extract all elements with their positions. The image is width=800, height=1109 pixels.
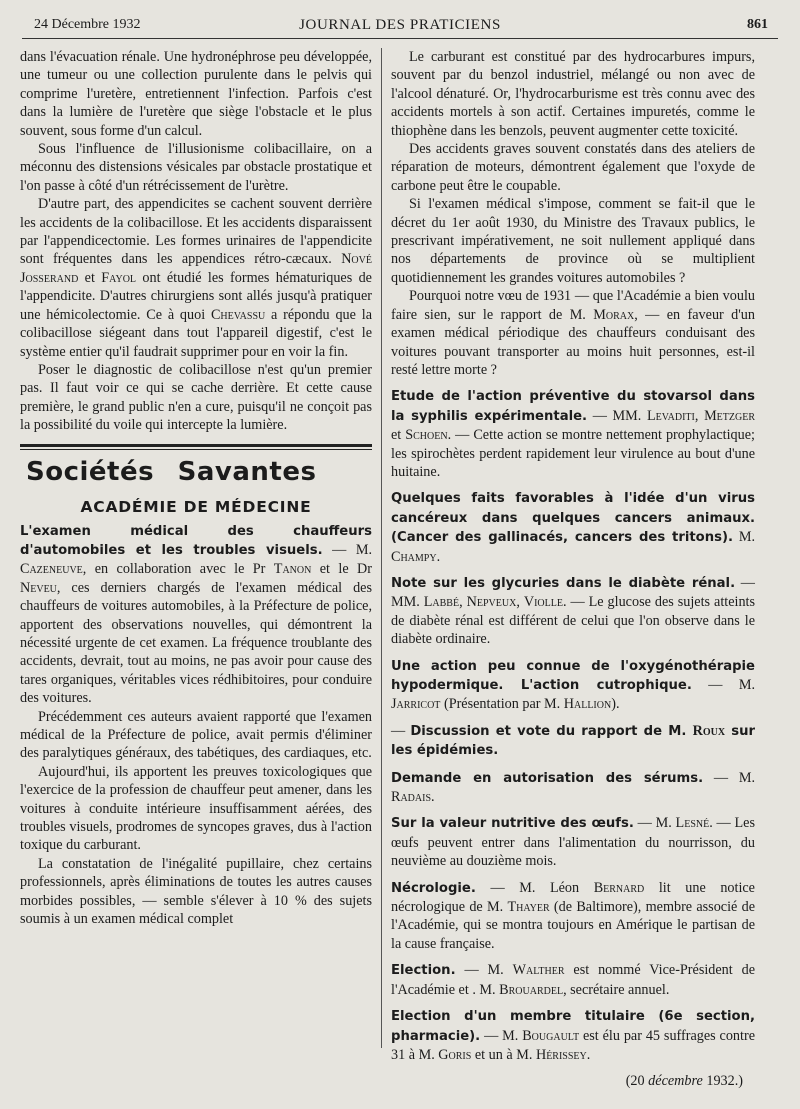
academy-entry: Election d'un membre titulaire (6e section, pharmacie). — M. Bougault est élu par 45 suffrages contre 31 à M. Goris et un à M. Hérissey.: [391, 1009, 755, 1063]
author-name: Thayer: [507, 899, 550, 916]
author-name: Fayol: [101, 269, 137, 286]
paragraph: Sous l'influence de l'illusionisme colibacillaire, on a méconnu des distensions vésicales par obstacle prostatique et l'on passe à côté d'un rétrécissement de l'urètre.: [20, 141, 372, 194]
academy-entry: Demande en autorisation des sérums. — M. Radais.: [391, 769, 755, 806]
author-name: Labbé: [423, 594, 460, 611]
section-rule: [20, 444, 372, 447]
author-name: Nepveux: [466, 594, 517, 611]
entry-title: sur les épidémies.: [391, 723, 755, 759]
author-name: Brouardel: [499, 981, 564, 998]
author-name: Champy: [391, 548, 437, 565]
paragraph: D'autre part, des appendicites se cachent souvent derrière les accidents de la colibacillose. Et les accidents disparaissent par l'appendicectomie. Les formes urinaires de l'appendicite sont fréquentes dans les appendices rétro-cæcaux. Nové Josserand et Fayol ont étudié les formes hématuriques de l'appendicite. D'autres chirurgiens sont allés jusqu'à pratiquer une hémicolectomie. Ce à quoi Chevassu a répondu que la colibacillose siégeant dans tout l'appareil digestif, c'est le système entier qu'il faudrait supprimer pour en voir la fin.: [20, 196, 372, 360]
entry-title: Nécrologie.: [391, 880, 476, 896]
session-date: (20 décembre 1932.): [625, 1073, 743, 1090]
author-name: Goris: [438, 1046, 472, 1063]
right-column: [391, 48, 755, 1091]
paragraph: Précédemment ces auteurs avaient rapporté que l'examen médical de la Préfecture de police, avait permis d'éliminer des paralytiques généraux, des tabétiques, des cardiaques, etc.: [20, 708, 372, 762]
entry-title: Etude de l'action préventive du stovarsol dans la syphilis expérimentale.: [391, 389, 755, 424]
author-name: Morax: [593, 306, 635, 323]
paragraph: dans l'évacuation rénale. Une hydronéphrose peu développée, une tumeur ou une collection purulente dans le pelvis qui comprime l'uretère, entretiennent l'infection. Parfois c'est dans la lumière de l'uretère que siège l'obstacle et le plus souvent, sous forme d'un calcul.: [20, 49, 372, 139]
academy-entry: Quelques faits favorables à l'idée d'un virus cancéreux dans quelques cancers animaux. (Cancer des gallinacés, cancers des tritons). M. Champy.: [391, 491, 755, 565]
academy-entry: Nécrologie. — M. Léon Bernard lit une notice nécrologique de M. Thayer (de Baltimore), membre associé de l'Académie, qui se montra toujours en Amérique le partisan de la cause française.: [391, 879, 755, 952]
author-name: Nové Josserand: [20, 251, 372, 286]
author-name: Walther: [512, 962, 565, 979]
column-divider: [381, 48, 382, 1048]
academy-entry: Etude de l'action préventive du stovarsol dans la syphilis expérimentale. — MM. Levaditi, Metzger et Schoen. — Cette action se montre nettement prophylactique; les spirochètes perdent rapidement leur virulence au bout d'une huitaine.: [391, 389, 756, 480]
entry-title: Election d'un membre titulaire (6e section, pharmacie).: [391, 1009, 755, 1044]
section-rule-thin: [20, 449, 372, 450]
author-name: Bougault: [522, 1027, 580, 1044]
academy-entry: Sur la valeur nutritive des œufs. — M. Lesné. — Les œufs peuvent entrer dans l'alimentation du nourrisson, du neuvième au douzième mois.: [391, 815, 755, 870]
author-name: Jarricot: [391, 696, 441, 713]
author-name: Roux: [692, 722, 726, 739]
academy-entry: Une action peu connue de l'oxygénothérapie hypodermique. L'action cutrophique. — M. Jarricot (Présentation par M. Hallion).: [391, 658, 755, 713]
paragraph: Si l'examen médical s'impose, comment se fait-il que le décret du 1er août 1930, du Ministre des Travaux publics, le prescrivant impérativement, ne soit nullement appliqué dans nos départements de province où se multiplient quotidiennement les grandes voitures automobiles ?: [391, 196, 755, 286]
author-name: Lesné: [675, 815, 710, 832]
left-column: [20, 48, 372, 928]
academy-entry: Note sur les glycuries dans le diabète rénal. — MM. Labbé, Nepveux, Violle. — Le glucose des sujets atteints de diabète rénal est différent de celui que l'on observe dans le diabète ordinaire.: [391, 574, 755, 648]
article: L'examen médical des chauffeurs d'automobiles et les troubles visuels. — M. Cazeneuve, en collaboration avec le Pr Tanon et le Dr Neveu, ces derniers chargés de l'examen médical des chauffeurs de voitures automobiles, à la Préfecture de police, apportent des observations nouvelles, qui démontrent la nécessité urgente de cet examen. La fréquence troublante des accidents, devrait, tout au moins, ne pas avoir pour cause des tares organiques, véritables vices rédhibitoires, pour conduire des voitures.: [20, 523, 372, 707]
entry-title: Discussion et vote du rapport de M.: [410, 723, 693, 739]
paragraph: La constatation de l'inégalité pupillaire, chez certains professionnels, après éliminations de toutes les autres causes morbides possibles, — semble s'élever à 10 % des sujets soumis à un examen médical complet: [20, 855, 372, 928]
paragraph: Aujourd'hui, ils apportent les preuves toxicologiques que l'exercice de la profession de chauffeur peut amener, dans les voitures à conduite intérieure insuffisamment aérées, des troubles visuels, prodromes de syncopes graves, dus à l'action toxique du carburant.: [20, 763, 372, 854]
paragraph: Poser le diagnostic de colibacillose n'est qu'un premier pas. Il faut voir ce qui se cache derrière. Et cette cause première, le grand public n'en a cure, puisqu'il ne conçoit pas la possibilité du voile qui intercepte la lumière.: [20, 361, 372, 434]
page-header: [22, 12, 778, 39]
author-name: Chevassu: [210, 306, 266, 323]
section-title: Sociétés Savantes: [26, 456, 317, 487]
page-number: 861: [747, 17, 768, 32]
author-name: Hallion: [563, 696, 612, 713]
entry-title: Note sur les glycuries dans le diabète rénal.: [391, 575, 736, 591]
academy-entry: Election. — M. Walther est nommé Vice-Président de l'Académie et . M. Brouardel, secrétaire annuel.: [391, 962, 755, 998]
author-name: Schoen: [405, 427, 448, 444]
author-name: Radais: [391, 789, 432, 806]
author-name: Tanon: [273, 561, 312, 578]
entry-title: Sur la valeur nutritive des œufs.: [391, 816, 634, 832]
author-name: Neveu: [20, 579, 57, 596]
header-date: 24 Décembre 1932: [34, 17, 141, 32]
author-name: Hérissey: [535, 1046, 587, 1063]
author-name: Violle: [523, 594, 563, 611]
entry-title: Election.: [391, 963, 456, 979]
author-name: Bernard: [593, 879, 645, 896]
paragraph: Pourquoi notre vœu de 1931 — que l'Académie a bien voulu faire sien, sur le rapport de M. Morax, — en faveur d'un examen médical périodique des chauffeurs conduisant des voitures pouvant transporter au moins huit personnes, est-il resté lettre morte ?: [391, 288, 755, 378]
entry-title: Quelques faits favorables à l'idée d'un virus cancéreux dans quelques cancers animaux. (Cancer des gallinacés, cancers des tritons).: [391, 491, 755, 546]
author-name: Levaditi: [646, 407, 695, 424]
author-name: Cazeneuve: [20, 561, 83, 578]
article-title: L'examen médical des chauffeurs d'automobiles et les troubles visuels.: [20, 523, 372, 558]
paragraph: Le carburant est constitué par des hydrocarbures impurs, souvent par du benzol industriel, mélangé ou non avec de l'alcool dénaturé. Or, l'hydrocarburisme est très connu avec des accidents mortels à son actif. Certaines impuretés, comme le thiophène dans les benzols, peuvent augmenter cette toxicité.: [391, 49, 755, 139]
subsection-title: ACADÉMIE DE MÉDECINE: [80, 497, 312, 516]
academy-entry: — Discussion et vote du rapport de M. Roux sur les épidémies.: [391, 722, 755, 759]
author-name: Metzger: [704, 407, 756, 424]
entry-title: Une action peu connue de l'oxygénothérapie hypodermique. L'action cutrophique.: [391, 658, 755, 693]
paragraph: Des accidents graves souvent constatés dans des ateliers de réparation de moteurs, démontrent également que l'oxyde de carbone peut être le coupable.: [391, 141, 755, 194]
entry-title: Demande en autorisation des sérums.: [391, 770, 704, 786]
journal-title: JOURNAL DES PRATICIENS: [299, 17, 501, 33]
